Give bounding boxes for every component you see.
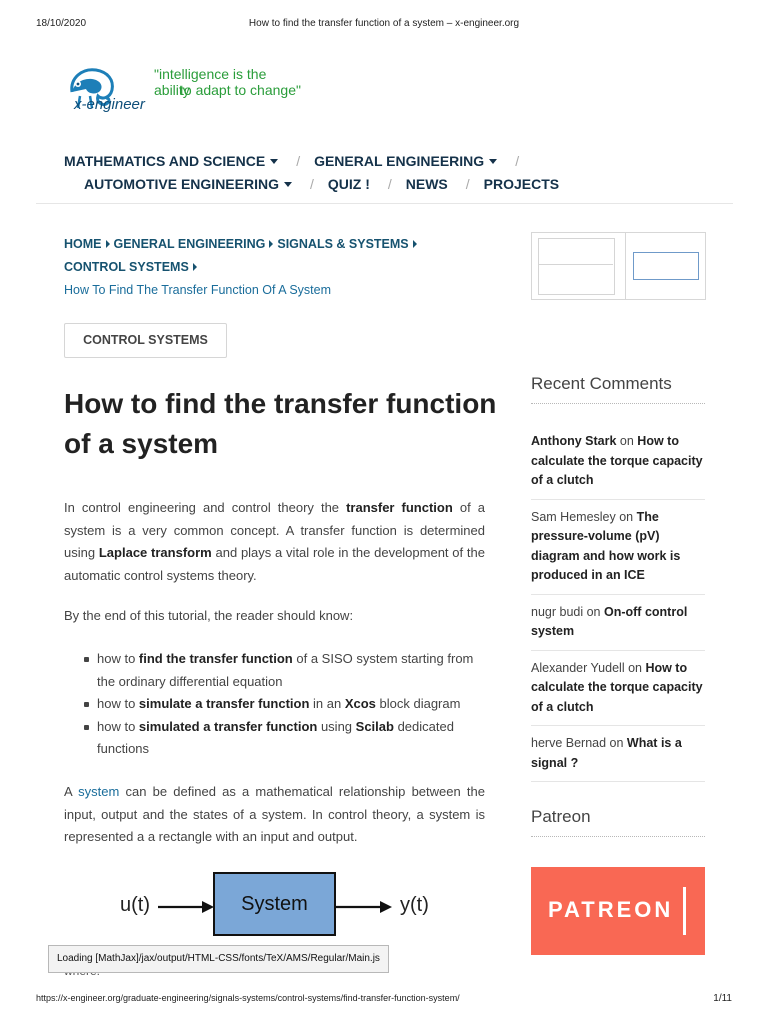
nav-separator: /: [465, 176, 470, 192]
comment-author[interactable]: Anthony Stark: [531, 434, 617, 448]
bold-term: find the transfer function: [138, 651, 293, 666]
diagram-input-label: u(t): [120, 894, 150, 916]
comment-post-link[interactable]: How to calculate the torque capacity of a clutch: [531, 434, 703, 487]
mathjax-loading-status: Loading [MathJax]/jax/output/HTML-CSS/fonts/TeX/AMS/Regular/Main.js: [48, 945, 389, 973]
breadcrumb-general-engineering[interactable]: GENERAL ENGINEERING: [113, 237, 266, 251]
caret-right-icon: [193, 263, 197, 271]
list-item: [531, 595, 705, 651]
caret-down-icon: [489, 159, 497, 164]
article-paragraph-2: By the end of this tutorial, the reader should know:: [64, 608, 354, 623]
patreon-label: PATREON: [548, 897, 674, 922]
ad-divider: [625, 233, 626, 299]
category-button[interactable]: CONTROL SYSTEMS: [64, 323, 227, 358]
caret-right-icon: [106, 240, 110, 248]
system-block-diagram: [110, 866, 440, 946]
text-run: how to: [97, 696, 139, 711]
bold-term: Scilab: [355, 718, 394, 734]
text-run: how to: [97, 651, 139, 666]
nav-label: MATHEMATICS AND SCIENCE: [64, 153, 266, 169]
text-run: dedicated functions: [97, 718, 454, 756]
main-navigation: [64, 152, 744, 198]
input-arrow-icon: [158, 900, 214, 914]
breadcrumb-control-systems[interactable]: CONTROL SYSTEMS: [64, 260, 189, 274]
caret-down-icon: [284, 182, 292, 187]
text-run: A: [64, 784, 79, 799]
print-date: 18/10/2020: [36, 18, 87, 29]
recent-comments-heading: Recent Comments: [531, 374, 705, 404]
comment-author: nugr budi: [531, 604, 584, 619]
ad-placeholder[interactable]: [531, 232, 706, 300]
comment-author: Alexander Yudell: [531, 660, 625, 675]
article-paragraph-1: [64, 497, 485, 587]
nav-label: AUTOMOTIVE ENGINEERING: [84, 176, 279, 192]
nav-item-projects[interactable]: PROJECTS: [483, 176, 560, 192]
patreon-bar-icon: [683, 887, 686, 935]
logo-wordmark: x-engineer: [74, 96, 145, 113]
ad-frame-top: [538, 238, 613, 265]
list-item: [78, 716, 488, 761]
print-page-number: 1/11: [713, 993, 732, 1004]
list-item: [78, 693, 488, 716]
text-run: block diagram: [375, 696, 461, 711]
recent-comments-list: [531, 424, 705, 782]
comment-post-link[interactable]: On-off control system: [531, 604, 688, 638]
nav-item-news[interactable]: NEWS: [405, 176, 448, 192]
nav-item-general-engineering[interactable]: [314, 152, 497, 170]
nav-separator: /: [387, 176, 392, 192]
list-item: [531, 424, 705, 500]
comment-post-link[interactable]: The pressure-volume (pV) diagram and how work is produced in an ICE: [531, 509, 681, 582]
text-run: on: [615, 509, 637, 524]
output-arrow-icon: [336, 900, 392, 914]
list-item: [78, 648, 488, 693]
comment-author: Sam Hemesley: [531, 509, 616, 524]
nav-separator: /: [309, 176, 314, 192]
article-paragraph-3: [64, 781, 485, 849]
patreon-banner[interactable]: [531, 867, 705, 955]
breadcrumb: [64, 233, 504, 302]
text-run: on: [583, 604, 604, 619]
nav-separator: /: [515, 153, 520, 169]
print-page-title: How to find the transfer function of a system – x-engineer.org: [248, 18, 520, 29]
breadcrumb-current: How To Find The Transfer Function Of A System: [64, 283, 332, 297]
breadcrumb-home[interactable]: HOME: [64, 237, 102, 251]
nav-item-mathematics-and-science[interactable]: [64, 152, 278, 170]
list-item: [531, 726, 705, 782]
comment-post-link[interactable]: What is a signal ?: [531, 736, 682, 770]
system-link[interactable]: system: [78, 784, 120, 799]
print-url: https://x-engineer.org/graduate-engineering/signals-systems/control-systems/find-transfer-function-system/: [36, 993, 460, 1003]
ad-button-outline: [633, 252, 699, 280]
text-run: on: [624, 660, 646, 675]
bold-term: simulate a transfer function: [138, 696, 310, 711]
nav-item-quiz[interactable]: QUIZ !: [327, 176, 370, 192]
bold-term: simulated a transfer function: [138, 718, 318, 734]
logo-tagline-line2: to adapt to change": [180, 82, 301, 98]
text-run: on: [606, 736, 627, 750]
text-run: can be defined as a mathematical relationship between the input, output and the states of a system. In control theory, a system is represented a a rectangle with an input and output.: [64, 784, 485, 844]
diagram-output-label: y(t): [400, 894, 429, 916]
list-item: [531, 651, 705, 727]
bold-term: transfer function: [346, 500, 453, 515]
patreon-heading: Patreon: [531, 807, 705, 837]
text-run: in an: [309, 696, 345, 711]
objectives-list: [78, 648, 488, 761]
nav-row-2: [64, 175, 744, 198]
nav-divider: [36, 203, 733, 204]
list-item: [531, 500, 705, 595]
diagram-system-block: System: [213, 872, 336, 936]
nav-label: GENERAL ENGINEERING: [314, 153, 485, 169]
nav-row-1: [64, 152, 744, 175]
caret-right-icon: [413, 240, 417, 248]
text-run: and plays a vital role in the development of the automatic control systems theory.: [64, 545, 485, 583]
comment-author: herve Bernad: [531, 736, 607, 750]
caret-down-icon: [270, 159, 278, 164]
caret-right-icon: [269, 240, 273, 248]
text-run: using: [317, 718, 356, 734]
bold-term: Xcos: [344, 696, 376, 711]
text-run: In control engineering and control theory the: [64, 500, 347, 515]
text-run: how to: [97, 718, 139, 734]
text-run: of a system is a very common concept. A transfer function is determined using: [64, 500, 485, 560]
bold-term: Laplace transform: [98, 545, 212, 560]
nav-separator: /: [296, 153, 301, 169]
text-run: on: [616, 434, 638, 448]
nav-item-automotive-engineering[interactable]: [84, 175, 292, 193]
logo-tagline-line1: "intelligence is the ability: [154, 66, 267, 98]
text-run: of a SISO system starting from the ordinary differential equation: [97, 651, 474, 689]
article-title: How to find the transfer function of a system: [64, 388, 497, 459]
breadcrumb-signals-systems[interactable]: SIGNALS & SYSTEMS: [277, 237, 409, 251]
site-logo[interactable]: [66, 62, 306, 122]
comment-post-link[interactable]: How to calculate the torque capacity of a clutch: [531, 660, 703, 714]
